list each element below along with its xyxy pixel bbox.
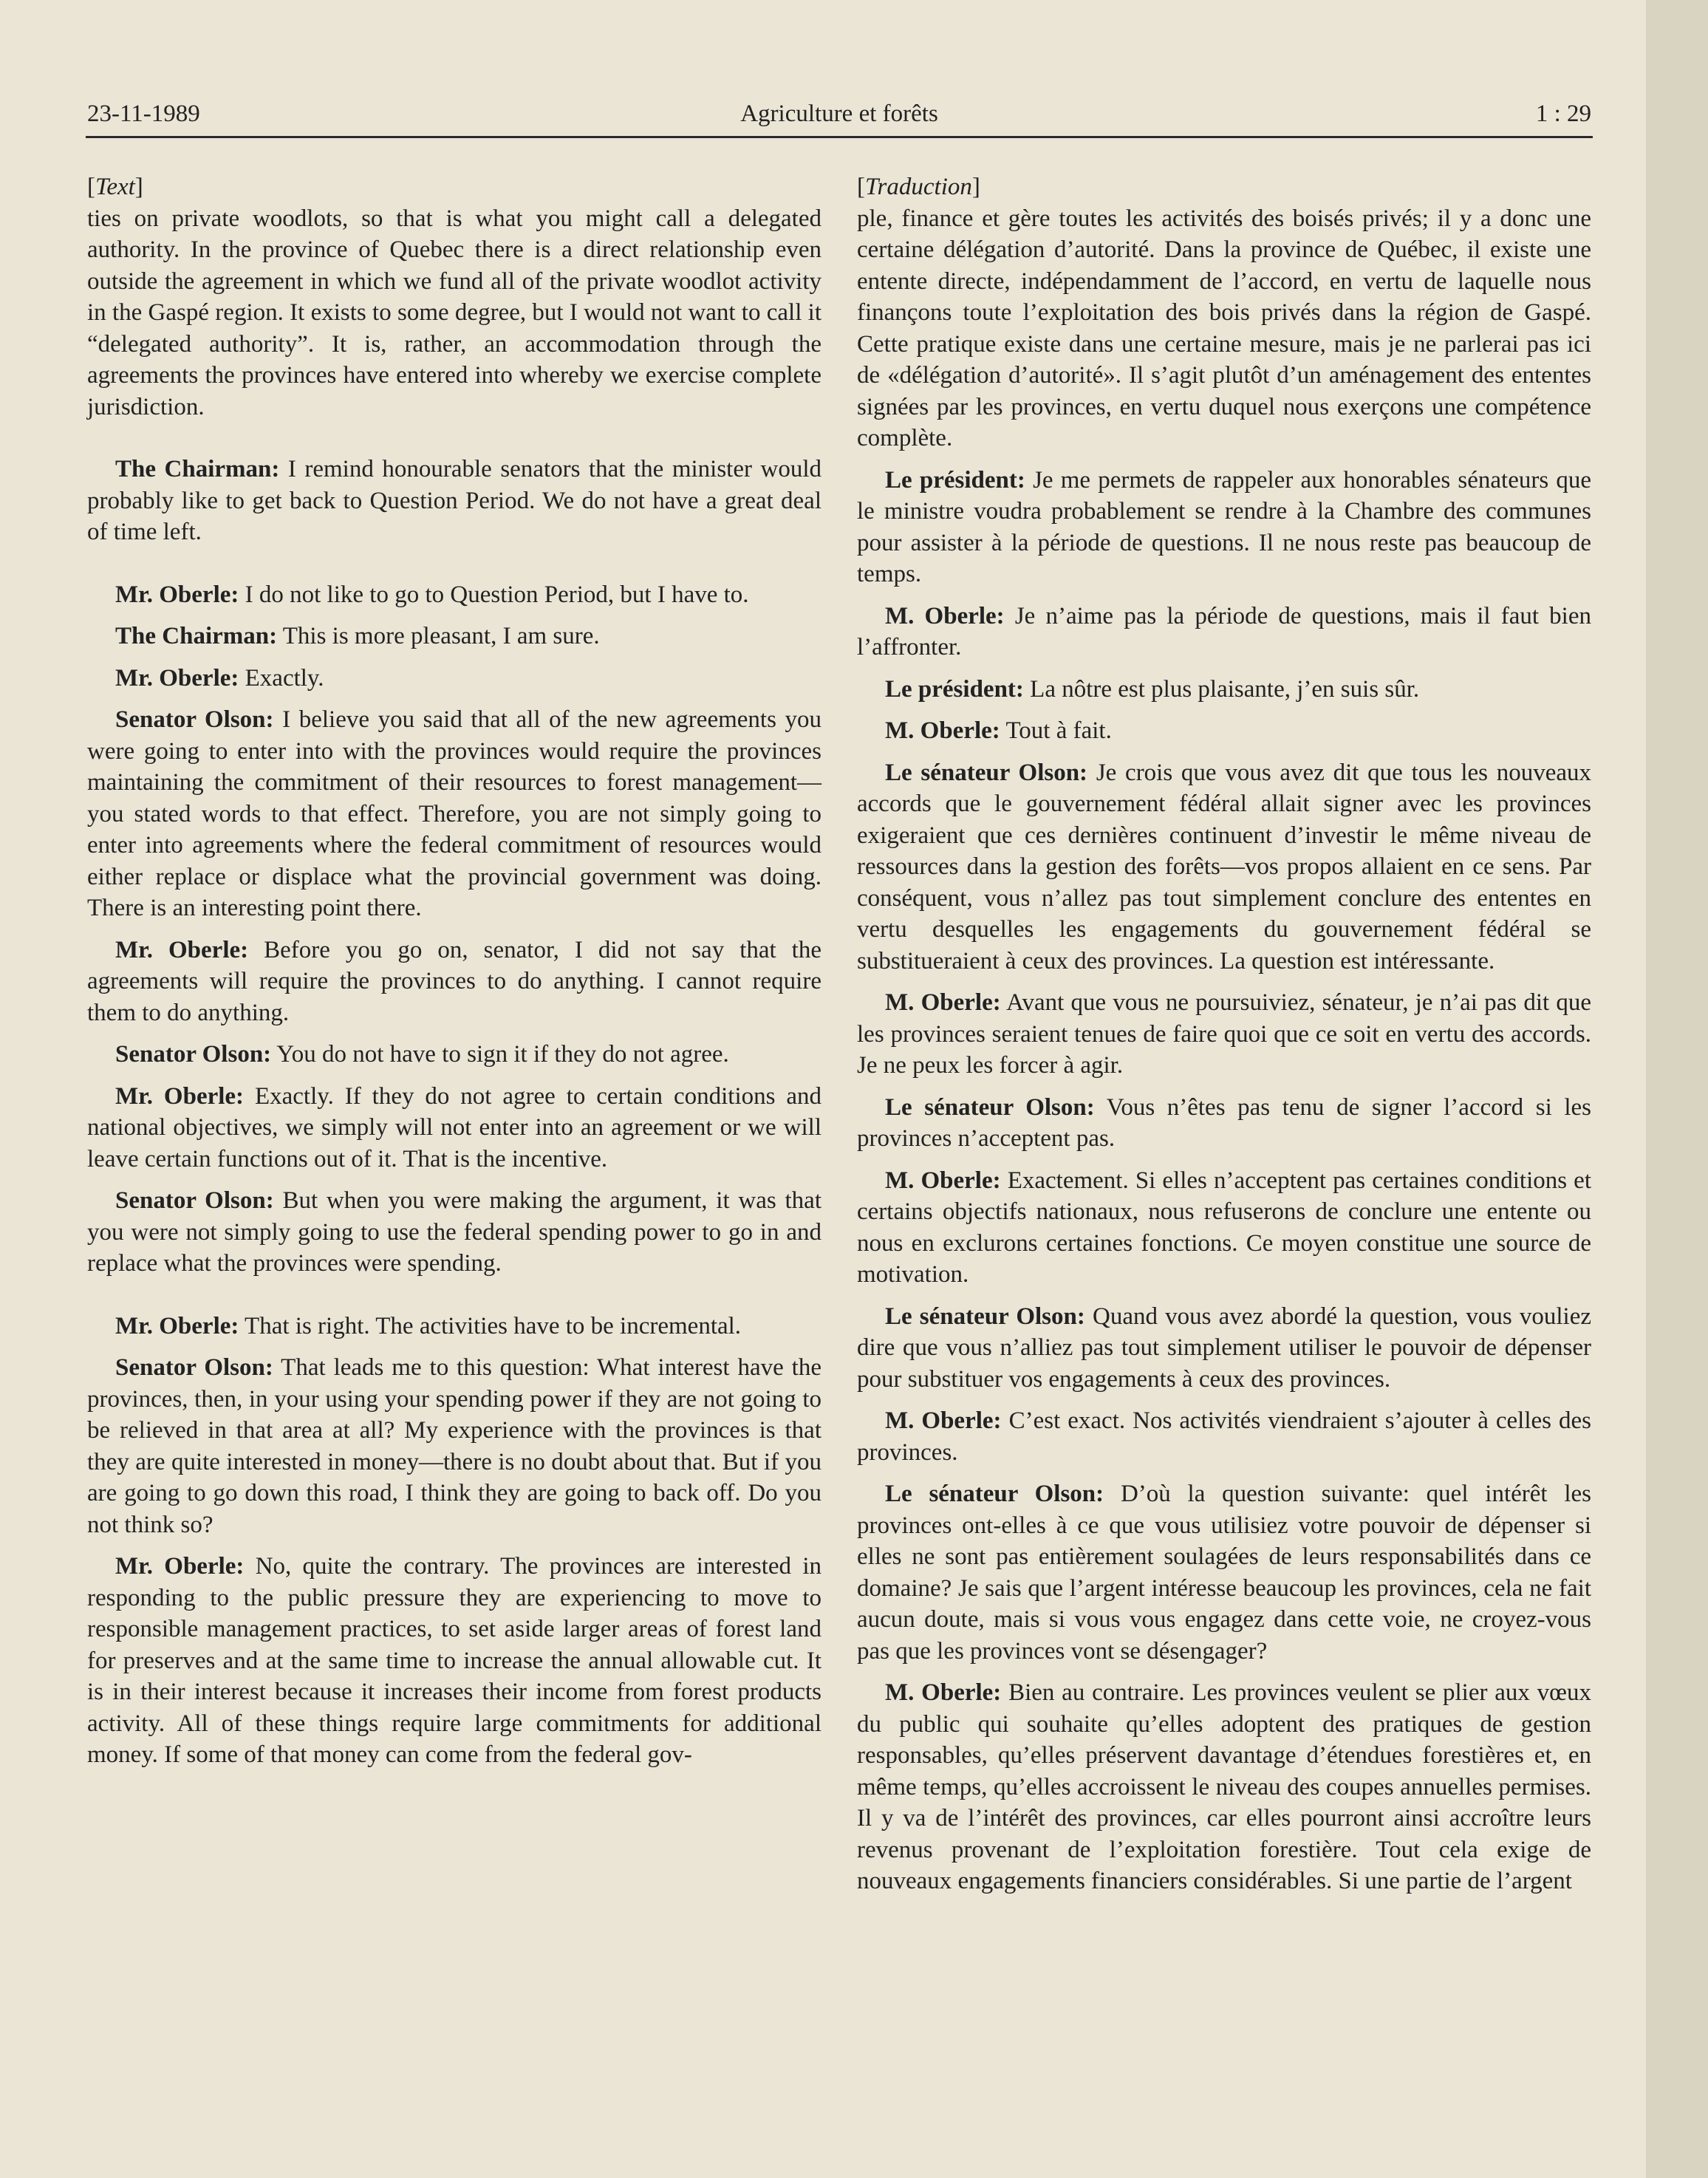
speaker-name: M. Oberle: bbox=[885, 989, 1001, 1016]
speech-paragraph bbox=[87, 454, 821, 548]
speech-text: I remind honourable senators that the minister would probably like to get back to Question Period. We do not have a great deal of time left. bbox=[87, 456, 821, 545]
speech-text: No, quite the contrary. The provinces are interested in responding to the public pressure they are experiencing to move to responsible management practices, to set aside larger areas of forest land for preserves and at the same time to increase the annual allowable cut. It is in their interest because it increases their income from forest products activity. All of these things require large commitments for additional money. If some of that money can come from the federal gov- bbox=[87, 1553, 821, 1768]
speech-text: D’où la question suivante: quel intérêt les provinces ont-elles à ce que vous utilisiez votre pouvoir de dépenser si elles ne sont pas entièrement soulagées de leurs responsabilités dans ce domaine? Je sais que l’argent intéresse beaucoup les provinces, cela ne fait aucun doute, mais si vous vous engagez dans cette voie, ne croyez-vous pas que les provinces vont se désengager? bbox=[857, 1481, 1592, 1665]
speech-paragraph bbox=[857, 1301, 1591, 1396]
speech-text: Exactly. If they do not agree to certain conditions and national objectives, we simply will not enter into an agreement or we will leave certain functions out of it. That is the incentive. bbox=[87, 1082, 822, 1172]
running-header bbox=[86, 95, 1593, 138]
speaker-name: Senator Olson: bbox=[115, 1187, 274, 1214]
speaker-name: Senator Olson: bbox=[115, 706, 274, 733]
speech-text: Avant que vous ne poursuiviez, sénateur, je n’ai pas dit que les provinces seraient tenues de faire quoi que ce soit en vertu des accords. Je ne peux les forcer à agir. bbox=[857, 989, 1591, 1079]
speaker-name: The Chairman: bbox=[115, 623, 278, 649]
speech-paragraph bbox=[87, 1081, 821, 1175]
language-label-traduction: [Traduction] bbox=[857, 174, 980, 200]
speech-text: But when you were making the argument, it was that you were not simply going to use the federal spending power to go in and replace what the provinces were spending. bbox=[87, 1187, 821, 1277]
header-page-number: 1 : 29 bbox=[1535, 100, 1591, 127]
speech-paragraph bbox=[857, 987, 1591, 1082]
english-column bbox=[87, 171, 821, 1771]
speech-paragraph bbox=[87, 1039, 821, 1071]
speech-paragraph bbox=[857, 1677, 1591, 1897]
speech-text: La nôtre est plus plaisante, j’en suis sûr. bbox=[1030, 675, 1420, 703]
speech-text: I believe you said that all of the new agreements you were going to enter into with the provinces would require the provinces maintaining the commitment of their resources to forest management—you stated words to that effect. Therefore, you are not simply going to enter into agreements where the federal commitment of resources would either replace or displace what the provincial government was doing. There is an interesting point there. bbox=[87, 706, 822, 921]
speaker-name: Mr. Oberle: bbox=[115, 936, 249, 963]
speaker-name: Mr. Oberle: bbox=[115, 1553, 245, 1580]
speaker-name: Senator Olson: bbox=[115, 1354, 273, 1381]
speaker-name: The Chairman: bbox=[115, 456, 280, 482]
speaker-name: M. Oberle: bbox=[885, 717, 1000, 744]
speech-paragraph bbox=[857, 757, 1591, 977]
speech-text: Exactement. Si elles n’acceptent pas certaines conditions et certains objectifs nationaux, nous refuserons de conclure une entente ou nous en exclurons certaines fonctions. Ce moyen constitue une source de motivation. bbox=[857, 1167, 1591, 1288]
speech-paragraph bbox=[87, 1185, 821, 1280]
speech-paragraph bbox=[857, 1478, 1591, 1667]
speaker-name: Mr. Oberle: bbox=[115, 1082, 245, 1110]
speech-text: Exactly. bbox=[245, 664, 324, 692]
speech-paragraph bbox=[87, 1352, 821, 1540]
speech-text: Tout à fait. bbox=[1005, 717, 1112, 744]
page-edge bbox=[1646, 0, 1708, 2178]
continued-paragraph: ple, finance et gère toutes les activités des boisés privés; il y a donc une certaine délégation d’autorité. Dans la province de Québec, il existe une entente directe, indépendamment de l’accord, en vertu de laquelle nous finançons toute l’exploitation des bois privés dans la région de Gaspé. Cette pratique existe dans une certaine mesure, mais je ne parlerai pas ici de «délégation d’autorité». Il s’agit plutôt d’un aménagement des ententes signées par les provinces, en vertu duquel nous exerçons une compétence complète. bbox=[857, 205, 1591, 451]
speaker-name: Le sénateur Olson: bbox=[885, 1093, 1095, 1121]
speaker-name: Senator Olson: bbox=[115, 1041, 272, 1068]
speech-text: Je crois que vous avez dit que tous les nouveaux accords que le gouvernement fédéral allait signer avec les provinces exigeraient que ces dernières continuent d’investir le même niveau de ressources dans la gestion des forêts—vos propos allaient en ce sens. Par conséquent, vous n’allez pas tout simplement conclure des ententes en vertu desquelles les engagements du gouvernement fédéral se substitueraient à ceux des provinces. La question est intéressante. bbox=[857, 759, 1592, 974]
speech-paragraph bbox=[857, 674, 1591, 706]
speech-paragraph bbox=[87, 621, 821, 652]
speaker-name: M. Oberle: bbox=[885, 1407, 1002, 1434]
speech-text: Je n’aime pas la période de questions, mais il faut bien l’affronter. bbox=[857, 602, 1592, 660]
speech-text: Bien au contraire. Les provinces veulent se plier aux vœux du public qui souhaite qu’elles adoptent des pratiques de gestion responsables, qu’elles préservent davantage d’étendues forestières et, en même temps, qu’elles accroissent le niveau des coupes annuelles permises. Il y va de l’intérêt des provinces, car elles pourront ainsi accroître leurs revenus provenant de l’exploitation forestière. Tout cela exige de nouveaux engagements financiers considérables. Si une partie de l’argent bbox=[857, 1679, 1591, 1894]
speaker-name: M. Oberle: bbox=[885, 1679, 1002, 1706]
header-title: Agriculture et forêts bbox=[740, 100, 938, 127]
speech-paragraph bbox=[87, 1551, 821, 1771]
speaker-name: Le sénateur Olson: bbox=[885, 1481, 1104, 1507]
speech-paragraph bbox=[857, 1165, 1591, 1291]
speech-paragraph bbox=[857, 1092, 1591, 1155]
speech-text: You do not have to sign it if they do not agree. bbox=[276, 1041, 729, 1068]
speaker-name: Mr. Oberle: bbox=[115, 1312, 239, 1339]
speech-paragraph bbox=[87, 935, 821, 1029]
speaker-name: Mr. Oberle: bbox=[115, 664, 239, 692]
speaker-name: Le président: bbox=[885, 675, 1024, 703]
speech-paragraph bbox=[857, 465, 1591, 590]
speech-text: That is right. The activities have to be incremental. bbox=[245, 1312, 742, 1339]
speaker-name: M. Oberle: bbox=[885, 602, 1005, 629]
language-label-text: [Text] bbox=[87, 174, 143, 200]
speech-text: Vous n’êtes pas tenu de signer l’accord si les provinces n’acceptent pas. bbox=[857, 1093, 1592, 1152]
speech-paragraph bbox=[857, 715, 1591, 747]
speaker-name: M. Oberle: bbox=[885, 1167, 1001, 1194]
speech-text: I do not like to go to Question Period, but I have to. bbox=[245, 581, 749, 608]
speaker-name: Mr. Oberle: bbox=[115, 581, 239, 608]
speech-text: Je me permets de rappeler aux honorables sénateurs que le ministre voudra probablement se rendre à la Chambre des communes pour assister à la période de questions. Il ne nous reste pas beaucoup de temps. bbox=[857, 466, 1592, 587]
french-column bbox=[857, 171, 1591, 1897]
speaker-name: Le président: bbox=[885, 466, 1025, 494]
speech-text: That leads me to this question: What interest have the provinces, then, in your using your spending power if they are not going to be relieved in that area at all? My experience with the provinces is that they are quite interested in money—there is no doubt about that. But if you are going to go down this road, I think they are going to back off. Do you not think so? bbox=[87, 1354, 821, 1538]
speech-paragraph bbox=[87, 704, 821, 924]
speech-paragraph bbox=[87, 579, 821, 611]
speaker-name: Le sénateur Olson: bbox=[885, 1303, 1085, 1330]
speech-text: Quand vous avez abordé la question, vous vouliez dire que vous n’alliez pas tout simplement utiliser le pouvoir de dépenser pour substituer vos engagements à ceux des provinces. bbox=[857, 1303, 1592, 1393]
speech-paragraph bbox=[87, 1311, 821, 1342]
speech-paragraph bbox=[857, 1405, 1591, 1468]
speech-paragraph bbox=[857, 601, 1591, 663]
speech-text: C’est exact. Nos activités viendraient s’ajouter à celles des provinces. bbox=[857, 1407, 1592, 1466]
speaker-name: Le sénateur Olson: bbox=[885, 759, 1088, 786]
continued-paragraph: ties on private woodlots, so that is what you might call a delegated authority. In the province of Quebec there is a direct relationship even outside the agreement in which we fund all of the private woodlot activity in the Gaspé region. It exists to some degree, but I would not want to call it “delegated authority”. It is, rather, an accommodation through the agreements the provinces have entered into whereby we exercise complete jurisdiction. bbox=[87, 205, 821, 420]
speech-paragraph bbox=[87, 663, 821, 694]
speech-text: Before you go on, senator, I did not say that the agreements will require the provinces to do anything. I cannot require them to do anything. bbox=[87, 936, 821, 1026]
speech-text: This is more pleasant, I am sure. bbox=[282, 623, 600, 649]
header-date: 23-11-1989 bbox=[87, 100, 200, 127]
